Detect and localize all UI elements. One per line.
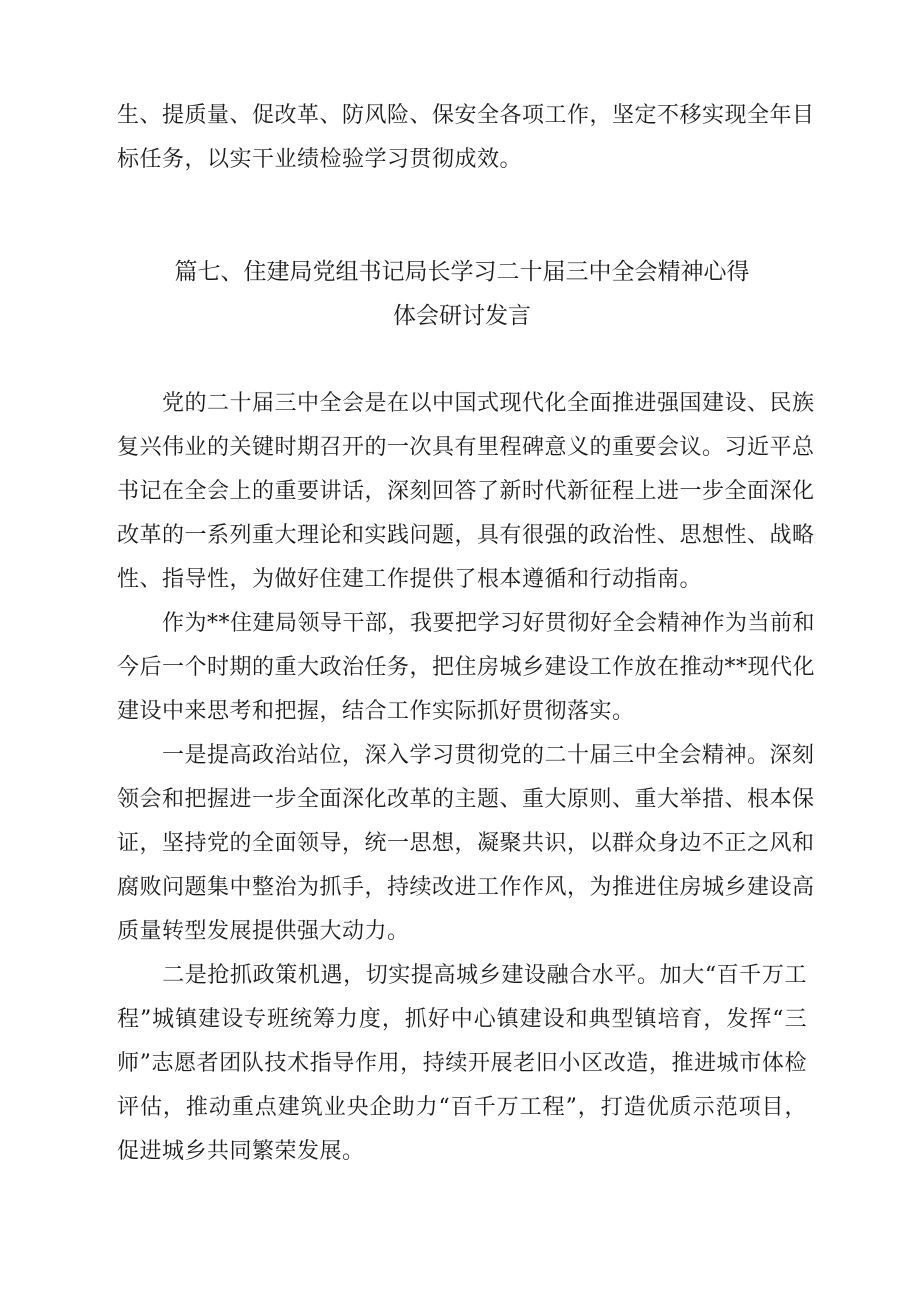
text-line: 党的二十届三中全会是在以中国式现代化全面推进强国建设、民族 xyxy=(117,391,815,416)
paragraph xyxy=(117,734,815,954)
continued-paragraph xyxy=(117,94,815,182)
text-line: 生、提质量、促改革、防风险、保安全各项工作，坚定不移实现全年目 xyxy=(117,103,815,128)
title-line: 篇七、住建局党组书记局长学习二十届三中全会精神心得 xyxy=(174,259,750,285)
title-line: 体会研讨发言 xyxy=(393,303,531,329)
text-line: 今后一个时期的重大政治任务，把住房城乡建设工作放在推动**现代化 xyxy=(117,655,816,680)
text-line: 作为**住建局领导干部，我要把学习好贯彻好全会精神作为当前和 xyxy=(117,611,816,636)
text-line: 建设中来思考和把握，结合工作实际抓好贯彻落实。 xyxy=(117,699,635,724)
text-line: 复兴伟业的关键时期召开的一次具有里程碑意义的重要会议。习近平总 xyxy=(117,435,815,460)
section-title xyxy=(117,250,807,338)
text-line: 书记在全会上的重要讲话，深刻回答了新时代新征程上进一步全面深化 xyxy=(117,479,815,504)
text-line: 证，坚持党的全面领导，统一思想，凝聚共识，以群众身边不正之风和 xyxy=(117,831,815,856)
text-line: 腐败问题集中整治为抓手，持续改进工作作风，为推进住房城乡建设高 xyxy=(117,875,815,900)
paragraph xyxy=(117,954,807,1174)
paragraph xyxy=(117,602,816,734)
text-line: 一是提高政治站位，深入学习贯彻党的二十届三中全会精神。深刻 xyxy=(117,743,815,768)
text-line: 促进城乡共同繁荣发展。 xyxy=(117,1139,365,1164)
text-line: 二是抢抓政策机遇，切实提高城乡建设融合水平。加大“百千万工 xyxy=(117,963,807,988)
text-line: 程”城镇建设专班统筹力度，抓好中心镇建设和典型镇培育，发挥“三 xyxy=(117,1007,807,1032)
text-line: 评估，推动重点建筑业央企助力“百千万工程”，打造优质示范项目， xyxy=(117,1095,807,1120)
text-line: 领会和把握进一步全面深化改革的主题、重大原则、重大举措、根本保 xyxy=(117,787,815,812)
text-line: 质量转型发展提供强大动力。 xyxy=(117,919,410,944)
text-line: 师”志愿者团队技术指导作用，持续开展老旧小区改造，推进城市体检 xyxy=(117,1051,807,1076)
text-line: 性、指导性，为做好住建工作提供了根本遵循和行动指南。 xyxy=(117,567,703,592)
paragraph xyxy=(117,382,815,602)
text-line: 改革的一系列重大理论和实践问题，具有很强的政治性、思想性、战略 xyxy=(117,523,815,548)
text-line: 标任务，以实干业绩检验学习贯彻成效。 xyxy=(117,147,523,172)
body-text xyxy=(117,382,816,1174)
